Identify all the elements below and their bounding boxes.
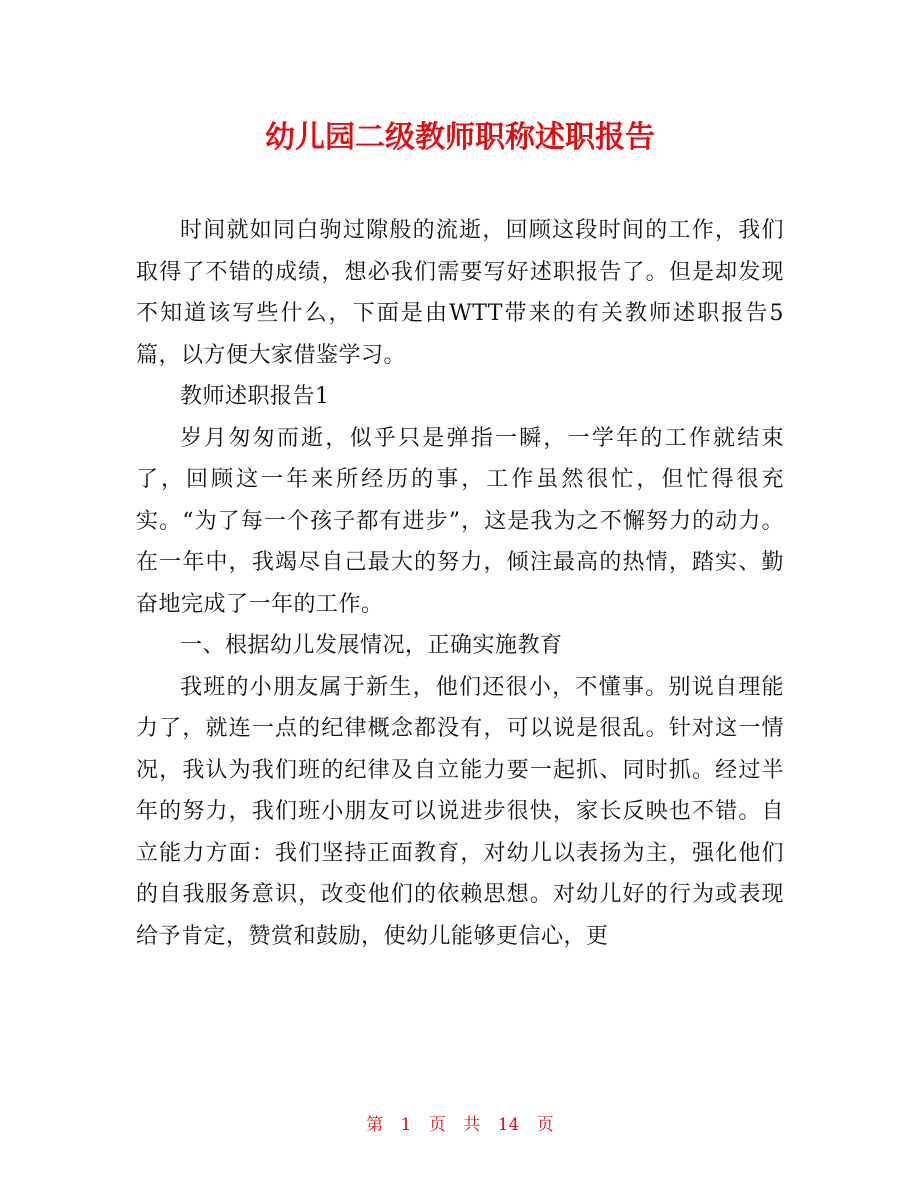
intro-paragraph: 时间就如同白驹过隙般的流逝，回顾这段时间的工作，我们取得了不错的成绩，想必我们需要写好述职报告了。但是却发现不知道该写些什么，下面是由WTT带来的有关教师述职报告5篇，以方便大家借鉴学习。 [136, 218, 784, 368]
page-footer [0, 1113, 920, 1137]
report-paragraph: 岁月匆匆而逝，似乎只是弹指一瞬，一学年的工作就结束了，回顾这一年来所经历的事，工作虽然很忙，但忙得很充实。“为了每一个孩子都有进步”，这是我为之不懈努力的动力。在一年中，我竭尽自己最大的努力，倾注最高的热情，踏实、勤奋地完成了一年的工作。 [136, 425, 784, 617]
footer-prefix: 第 [366, 1115, 384, 1135]
document-title: 幼儿园二级教师职称述职报告 [265, 120, 655, 155]
footer-total-label: 共 [463, 1115, 481, 1135]
footer-page-label: 页 [428, 1115, 446, 1135]
footer-suffix: 页 [536, 1115, 554, 1135]
document-body [136, 210, 784, 957]
report-paragraph: 我班的小朋友属于新生，他们还很小，不懂事。别说自理能力了，就连一点的纪律概念都没有，可以说是很乱。针对这一情况，我认为我们班的纪律及自立能力要一起抓、同时抓。经过半年的努力，我们班小朋友可以说进步很快，家长反映也不错。自立能力方面：我们坚持正面教育，对幼儿以表扬为主，强化他们的自我服务意识，改变他们的依赖思想。对幼儿好的行为或表现给予肯定，赞赏和鼓励，使幼儿能够更信心，更 [136, 674, 784, 949]
footer-total-pages: 14 [497, 1115, 520, 1135]
section-heading-report-1: 教师述职报告1 [180, 384, 330, 409]
section-heading-education: 一、根据幼儿发展情况，正确实施教育 [180, 633, 563, 658]
footer-page-number: 1 [400, 1115, 412, 1135]
